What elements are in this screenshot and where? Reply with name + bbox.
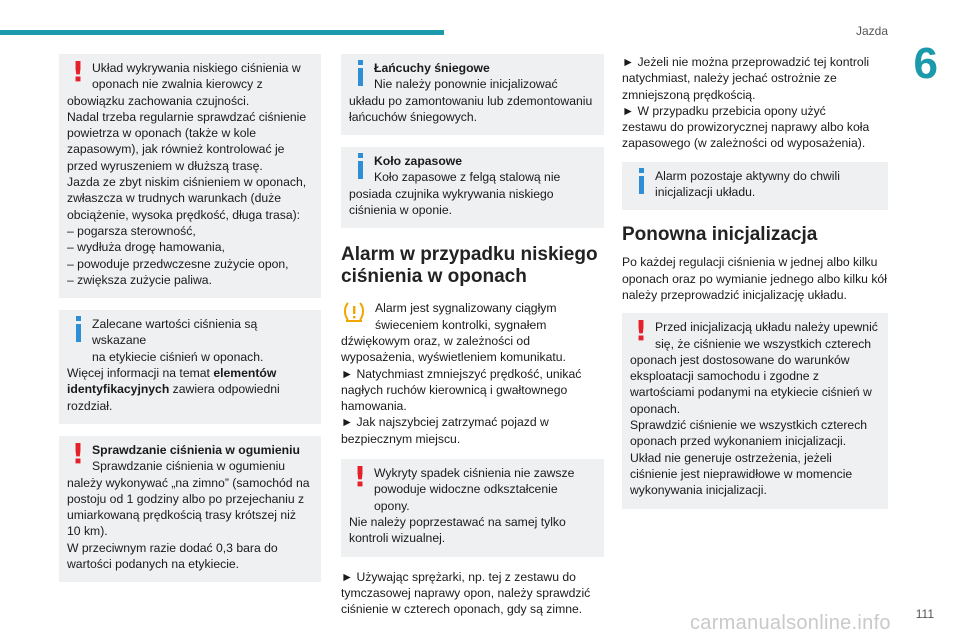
- text-line: dźwiękowym oraz, w zależności od: [341, 333, 530, 348]
- text-span: zawiera odpowiedni: [169, 382, 280, 397]
- page-number: 111: [915, 607, 934, 621]
- text-line: wartości podanych na etykiecie.: [67, 557, 240, 572]
- box-title-text: Sprawdzanie ciśnienia w ogumieniu: [92, 442, 300, 457]
- box-title: [67, 442, 313, 458]
- text-line: Nie należy poprzestawać na samej tylko: [349, 514, 566, 529]
- header-accent-bar: [0, 30, 444, 35]
- text-line: obciążenie, wysoka prędkość, długa trasa):: [67, 207, 301, 222]
- warning-exclamation-icon: !: [71, 436, 85, 470]
- text-line: Nie należy ponownie inicjalizować: [374, 77, 558, 92]
- text-line: przed wyruszeniem w dłuższą trasę.: [67, 158, 263, 173]
- text-line: zapasowym), jak również kontrolować je: [67, 142, 285, 157]
- instruction-line: ► Jak najszybciej zatrzymać pojazd w: [341, 415, 549, 430]
- text-line: Nadal trzeba regularnie sprawdzać ciśnienie: [67, 109, 307, 124]
- warning-exclamation-icon: !: [71, 55, 85, 88]
- text-line: postoju od 1 godziny albo po przejechaniu z: [67, 491, 305, 506]
- box-title: [349, 60, 596, 76]
- info-icon: [353, 60, 367, 90]
- reinitialisation-paragraph: [622, 254, 888, 303]
- text-line: oponach.: [630, 401, 681, 416]
- text-line: kontroli wizualnej.: [349, 531, 446, 546]
- text-line: oponach jest dostosowane do warunków: [630, 352, 850, 367]
- box-title-text: Koło zapasowe: [374, 154, 463, 169]
- section-heading-low-pressure-alarm: [341, 244, 604, 288]
- text-line: Przed inicjalizacją układu należy upewnić: [655, 320, 878, 335]
- compressor-instruction: [341, 569, 604, 618]
- text-line: umiarkowaną prędkością trasy krótszej niż: [67, 508, 296, 523]
- instruction-line: ► Jeżeli nie można przeprowadzić tej kontroli: [622, 55, 870, 69]
- text-line: wykonywania inicjalizacji.: [630, 483, 767, 498]
- info-box-snow-chains: [341, 54, 604, 135]
- text-line: [67, 365, 313, 381]
- info-box-alarm-active: [622, 162, 888, 211]
- text-line: Sprawdzić ciśnienie we wszystkich czterech: [630, 418, 868, 433]
- instruction-line: ► Natychmiast zmniejszyć prędkość, unikać: [341, 366, 582, 381]
- warning-exclamation-icon: !: [353, 460, 367, 494]
- box-title-text: Łańcuchy śniegowe: [374, 61, 490, 75]
- text-line: oponach przed wykonaniem inicjalizacji.: [630, 434, 847, 449]
- text-line: Koło zapasowe z felgą stalową nie: [374, 170, 561, 185]
- instruction-line: ciśnienie w czterech oponach, gdy są zimne.: [341, 602, 583, 617]
- text-line: powietrza w oponach (także w kole: [67, 126, 257, 141]
- instruction-line: bezpiecznym miejscu.: [341, 431, 461, 446]
- text-line: Układ wykrywania niskiego ciśnienia w: [92, 61, 301, 75]
- text-line: oponach oraz po wymianie jednego albo kilku kół: [622, 271, 887, 286]
- instruction-line: natychmiast, należy jechać ostrożnie ze: [622, 71, 837, 86]
- warning-box-tire-pressure: [59, 54, 321, 298]
- text-line: inicjalizacji układu.: [655, 185, 756, 200]
- instruction-line: ► W przypadku przebicia opony użyć: [622, 103, 826, 118]
- warning-exclamation-icon: !: [634, 314, 648, 348]
- text-line: należy przeprowadzić inicjalizację układu.: [622, 287, 847, 302]
- warning-box-visual-check: [341, 459, 604, 556]
- column-2: [341, 54, 604, 617]
- text-line: [67, 381, 313, 397]
- text-line: 10 km).: [67, 524, 108, 539]
- section-title: Jazda: [855, 24, 888, 38]
- text-line: Układ nie generuje ostrzeżenia, jeżeli: [630, 450, 832, 465]
- heading-line: Alarm w przypadku niskiego: [341, 244, 598, 266]
- instruction-line: tymczasowej naprawy opon, należy sprawdzić: [341, 585, 591, 600]
- list-item: – wydłuża drogę hamowania,: [67, 240, 225, 255]
- text-line: posiada czujnika wykrywania niskiego: [349, 186, 554, 201]
- text-line: Po każdej regulacji ciśnienia w jednej albo kilku: [622, 255, 878, 270]
- text-line: Wykryty spadek ciśnienia nie zawsze: [374, 466, 575, 481]
- text-line: należy wykonywać „na zimno” (samochód na: [67, 475, 310, 490]
- info-box-pressure-values: [59, 310, 321, 424]
- list-item: – powoduje przedwczesne zużycie opon,: [67, 256, 289, 271]
- text-line: obowiązku zachowania czujności.: [67, 93, 250, 108]
- instruction-line: ► Używając sprężarki, np. tej z zestawu do: [341, 569, 576, 584]
- text-line: oponach nie zwalnia kierowcy z: [92, 77, 263, 92]
- text-line: Alarm pozostaje aktywny do chwili: [655, 168, 840, 183]
- info-icon: [71, 316, 85, 346]
- alarm-description: [341, 300, 604, 447]
- text-line: W przeciwnym razie dodać 0,3 bara do: [67, 540, 278, 555]
- text-line: wyposażenia, wyświetleniem komunikatu.: [341, 350, 566, 365]
- chapter-number: 6: [913, 39, 938, 88]
- list-item: – zwiększa zużycie paliwa.: [67, 272, 212, 287]
- box-title: [349, 153, 596, 169]
- heading-line: ciśnienia w oponach: [341, 266, 527, 288]
- instruction-line: zmniejszoną prędkością.: [622, 87, 756, 102]
- text-span: Więcej informacji na temat: [67, 366, 214, 381]
- warning-box-checking-pressure: [59, 436, 321, 582]
- text-line: Sprawdzanie ciśnienia w ogumieniu: [92, 459, 286, 474]
- text-line: rozdział.: [67, 398, 113, 413]
- info-icon: [634, 168, 648, 198]
- instruction-line: zestawu do prowizorycznej naprawy albo koła: [622, 120, 870, 135]
- text-line: ciśnienie jest nieprawidłowe w momencie: [630, 466, 853, 481]
- column-3: [622, 54, 888, 521]
- list-item: – pogarsza sterowność,: [67, 223, 196, 238]
- section-heading-reinitialisation: Ponowna inicjalizacja: [622, 224, 818, 246]
- warning-box-before-reinitialisation: [622, 313, 888, 508]
- text-line: łańcuchów śniegowych.: [349, 109, 478, 124]
- text-line: eksploatacji samochodu i zgodne z: [630, 369, 820, 384]
- text-line: układu po zamontowaniu lub zdemontowaniu: [349, 93, 593, 108]
- instruction-line: hamowania.: [341, 399, 407, 414]
- text-line: powoduje widoczne odkształcenie opony.: [374, 482, 558, 513]
- puncture-instructions: [622, 54, 888, 152]
- text-line: Alarm jest sygnalizowany ciągłym: [375, 301, 557, 316]
- instruction-line: nagłych ruchów kierownicą i gwałtownego: [341, 382, 568, 397]
- text-line: wartościami podanymi na etykiecie ciśnień w: [630, 385, 872, 400]
- text-line: Jazda ze zbyt niskim ciśnieniem w oponach,: [67, 175, 307, 190]
- text-line: się, że ciśnienie we wszystkich czterech: [655, 336, 872, 351]
- column-1: [59, 54, 321, 594]
- info-icon: [353, 153, 367, 183]
- text-line: świeceniem kontrolki, sygnałem: [375, 317, 547, 332]
- tire-pressure-warning-icon: [341, 300, 367, 324]
- text-line: Zalecane wartości ciśnienia są wskazane: [92, 317, 258, 348]
- link-text-identification: elementów: [213, 366, 277, 381]
- instruction-line: zapasowego (w zależności od wyposażenia).: [622, 136, 866, 151]
- text-line: na etykiecie ciśnień w oponach.: [92, 349, 264, 364]
- text-line: ciśnienia w oponie.: [349, 203, 452, 218]
- link-text-identification: identyfikacyjnych: [67, 382, 170, 397]
- info-box-spare-wheel: [341, 147, 604, 228]
- watermark: carmanualsonline.info: [690, 612, 891, 634]
- text-line: zwłaszcza w trudnych warunkach (duże: [67, 191, 282, 206]
